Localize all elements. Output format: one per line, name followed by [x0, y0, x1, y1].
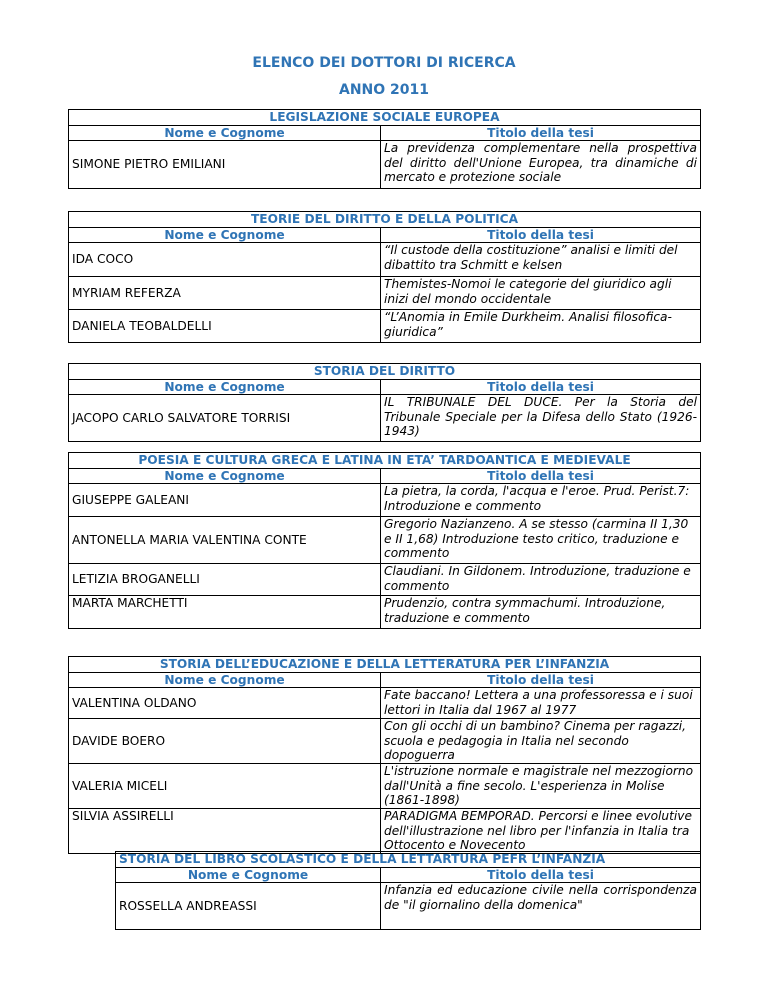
column-header-name: Nome e Cognome: [69, 227, 381, 243]
doctor-name: ROSSELLA ANDREASSI: [116, 883, 381, 930]
section-table-storia-diritto: [68, 363, 701, 442]
section-table-poesia: [68, 452, 701, 629]
column-header-thesis: Titolo della tesi: [381, 867, 701, 883]
title-line-1: ELENCO DEI DOTTORI DI RICERCA: [252, 55, 516, 71]
column-header-name: Nome e Cognome: [69, 379, 381, 395]
thesis-title: Gregorio Nazianzeno. A se stesso (carmina II 1,30 e II 1,68) Introduzione testo critico, traduzione e commento: [381, 517, 701, 564]
column-header-thesis: Titolo della tesi: [381, 379, 701, 395]
section-title: STORIA DEL LIBRO SCOLASTICO E DELLA LETTARTURA PEFR L’INFANZIA: [116, 852, 701, 868]
table-row: [69, 809, 701, 854]
table-row: [69, 517, 701, 564]
table-row: [69, 395, 701, 442]
doctor-name: DAVIDE BOERO: [69, 719, 381, 764]
section-title: STORIA DEL DIRITTO: [69, 364, 701, 380]
doctor-name: IDA COCO: [69, 243, 381, 277]
section-title: TEORIE DEL DIRITTO E DELLA POLITICA: [69, 212, 701, 228]
section-title: POESIA E CULTURA GRECA E LATINA IN ETA’ TARDOANTICA E MEDIEVALE: [69, 453, 701, 469]
thesis-title: Fate baccano! Lettera a una professoressa e i suoi lettori in Italia dal 1967 al 1977: [381, 688, 701, 719]
table-row: [69, 141, 701, 189]
table-row: [69, 277, 701, 310]
column-header-name: Nome e Cognome: [116, 867, 381, 883]
thesis-title: “Il custode della costituzione” analisi e limiti del dibattito tra Schmitt e kelsen: [381, 243, 701, 277]
thesis-title: IL TRIBUNALE DEL DUCE. Per la Storia del Tribunale Speciale per la Difesa dello Stato (1926-1943): [381, 395, 701, 442]
doctor-name: MARTA MARCHETTI: [69, 596, 381, 629]
column-header-thesis: Titolo della tesi: [381, 672, 701, 688]
doctor-name: DANIELA TEOBALDELLI: [69, 310, 381, 343]
table-row: [69, 764, 701, 809]
section-title: STORIA DELL’EDUCAZIONE E DELLA LETTERATURA PER L’INFANZIA: [69, 657, 701, 673]
title-line-2: ANNO 2011: [338, 82, 429, 98]
table-row: [69, 310, 701, 343]
table-row: [69, 688, 701, 719]
section-title: LEGISLAZIONE SOCIALE EUROPEA: [69, 110, 701, 126]
section-table-libro-scolastico: [115, 851, 701, 930]
doctor-name: LETIZIA BROGANELLI: [69, 564, 381, 596]
column-header-name: Nome e Cognome: [69, 672, 381, 688]
column-header-thesis: Titolo della tesi: [381, 468, 701, 484]
thesis-title: La pietra, la corda, l'acqua e l'eroe. Prud. Perist.7: Introduzione e commento: [381, 484, 701, 517]
section-table-legislazione: [68, 109, 701, 189]
doctor-name: ANTONELLA MARIA VALENTINA CONTE: [69, 517, 381, 564]
doctor-name: MYRIAM REFERZA: [69, 277, 381, 310]
table-row: [69, 564, 701, 596]
section-table-teorie: [68, 211, 701, 343]
thesis-title: La previdenza complementare nella prospettiva del diritto dell'Unione Europea, tra dinamiche di mercato e protezione sociale: [381, 141, 701, 189]
table-row: [69, 484, 701, 517]
column-header-thesis: Titolo della tesi: [381, 125, 701, 141]
column-header-name: Nome e Cognome: [69, 125, 381, 141]
table-row: [116, 883, 701, 930]
doctor-name: JACOPO CARLO SALVATORE TORRISI: [69, 395, 381, 442]
section-table-educazione: [68, 656, 701, 854]
thesis-title: PARADIGMA BEMPORAD. Percorsi e linee evolutive dell'illustrazione nel libro per l'infanzia in Italia tra Ottocento e Novecento: [381, 809, 701, 854]
thesis-title: Themistes-Nomoi le categorie del giuridico agli inizi del mondo occidentale: [381, 277, 701, 310]
thesis-title: L'istruzione normale e magistrale nel mezzogiorno dall'Unità a fine secolo. L'esperienza in Molise (1861-1898): [381, 764, 701, 809]
column-header-thesis: Titolo della tesi: [381, 227, 701, 243]
thesis-title: Infanzia ed educazione civile nella corrispondenza de "il giornalino della domenica": [381, 883, 701, 930]
doctor-name: VALENTINA OLDANO: [69, 688, 381, 719]
doctor-name: SILVIA ASSIRELLI: [69, 809, 381, 854]
doctor-name: GIUSEPPE GALEANI: [69, 484, 381, 517]
thesis-title: Prudenzio, contra symmachumi. Introduzione, traduzione e commento: [381, 596, 701, 629]
table-row: [69, 596, 701, 629]
table-row: [69, 719, 701, 764]
doctor-name: SIMONE PIETRO EMILIANI: [69, 141, 381, 189]
doctor-name: VALERIA MICELI: [69, 764, 381, 809]
thesis-title: “L’Anomia in Emile Durkheim. Analisi filosofica-giuridica”: [381, 310, 701, 343]
thesis-title: Claudiani. In Gildonem. Introduzione, traduzione e commento: [381, 564, 701, 596]
table-row: [69, 243, 701, 277]
thesis-title: Con gli occhi di un bambino? Cinema per ragazzi, scuola e pedagogia in Italia nel secondo dopoguerra: [381, 719, 701, 764]
column-header-name: Nome e Cognome: [69, 468, 381, 484]
